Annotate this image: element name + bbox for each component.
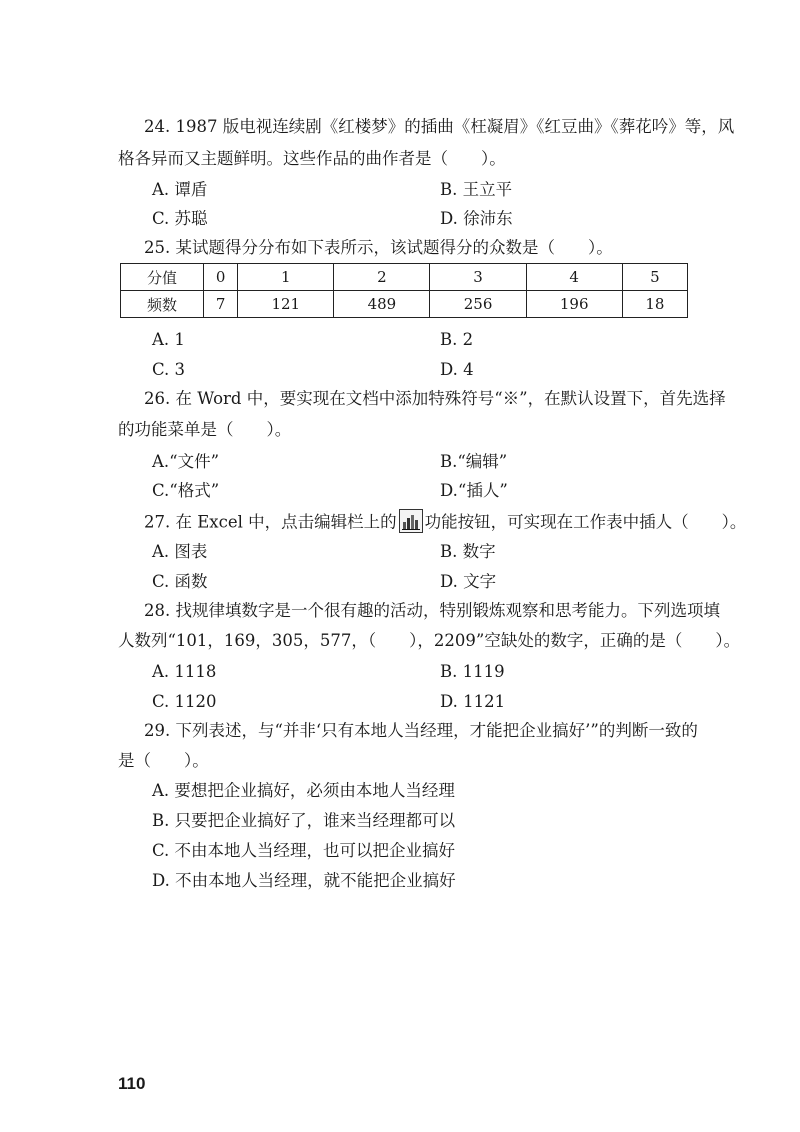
table-cell-frequency: 256 xyxy=(430,291,526,318)
q24-text-line1: 24. 1987 版电视连续剧《红楼梦》的插曲《枉凝眉》《红豆曲》《葬花吟》等，风 xyxy=(144,117,735,136)
q24-option-d: D. 徐沛东 xyxy=(440,209,513,228)
q24-option-a: A. 谭盾 xyxy=(152,180,208,199)
q29-option-a: A. 要想把企业搞好，必须由本地人当经理 xyxy=(152,781,455,800)
q25-option-c: C. 3 xyxy=(152,360,186,379)
table-cell-score: 1 xyxy=(238,264,334,291)
table-cell-score: 2 xyxy=(334,264,430,291)
q29-text-line2: 是（ ）。 xyxy=(118,751,209,770)
page-number: 110 xyxy=(118,1074,146,1093)
q28-option-d: D. 1121 xyxy=(440,692,506,711)
table-row-scores xyxy=(121,264,688,291)
q28-text-line1: 28. 找规律填数字是一个很有趣的活动，特别锻炼观察和思考能力。下列选项填 xyxy=(144,601,720,620)
q27-option-d: D. 文字 xyxy=(440,572,497,591)
q28-option-b: B. 1119 xyxy=(440,662,505,681)
table-cell-frequency: 489 xyxy=(334,291,430,318)
q29-option-b: B. 只要把企业搞好了，谁来当经理都可以 xyxy=(152,811,456,830)
table-cell-frequency: 7 xyxy=(204,291,238,318)
q24-option-c: C. 苏聪 xyxy=(152,209,208,228)
q25-option-b: B. 2 xyxy=(440,330,474,349)
table-header-frequency: 频数 xyxy=(121,291,204,318)
q27-text-line1 xyxy=(144,511,746,535)
q26-option-d: D.“插人” xyxy=(440,481,508,500)
q27-text-after: 功能按钮，可实现在工作表中插人（ ）。 xyxy=(424,512,747,532)
q24-option-b: B. 王立平 xyxy=(440,180,513,199)
q26-option-c: C.“格式” xyxy=(152,481,220,500)
q29-option-d: D. 不由本地人当经理，就不能把企业搞好 xyxy=(152,871,456,890)
table-header-score: 分值 xyxy=(121,264,204,291)
table-cell-score: 5 xyxy=(622,264,687,291)
q26-option-b: B.“编辑” xyxy=(440,452,508,471)
table-cell-score: 3 xyxy=(430,264,526,291)
table-cell-score: 0 xyxy=(204,264,238,291)
table-cell-score: 4 xyxy=(526,264,622,291)
table-cell-frequency: 121 xyxy=(238,291,334,318)
q25-option-d: D. 4 xyxy=(440,360,474,379)
q25-text-line1: 25. 某试题得分分布如下表所示，该试题得分的众数是（ ）。 xyxy=(144,238,613,257)
q28-text-line2: 人数列“101，169，305，577，（ ），2209”空缺处的数字，正确的是（ ）。 xyxy=(118,631,741,650)
q28-option-c: C. 1120 xyxy=(152,692,217,711)
q27-option-a: A. 图表 xyxy=(152,542,208,561)
table-cell-frequency: 196 xyxy=(526,291,622,318)
q27-text-before: 27. 在 Excel 中，点击编辑栏上的 xyxy=(144,512,397,532)
q25-option-a: A. 1 xyxy=(152,330,185,349)
q29-option-c: C. 不由本地人当经理，也可以把企业搞好 xyxy=(152,841,456,860)
q26-option-a: A.“文件” xyxy=(152,452,220,471)
score-distribution-table xyxy=(120,263,688,318)
q26-text-line2: 的功能菜单是（ ）。 xyxy=(118,420,292,439)
q27-option-c: C. 函数 xyxy=(152,572,208,591)
q27-option-b: B. 数字 xyxy=(440,542,496,561)
table-cell-frequency: 18 xyxy=(622,291,687,318)
q28-option-a: A. 1118 xyxy=(152,662,217,681)
chart-wizard-icon xyxy=(399,509,423,533)
q29-text-line1: 29. 下列表述，与“并非‘只有本地人当经理，才能把企业搞好’”的判断一致的 xyxy=(144,721,698,740)
q26-text-line1: 26. 在 Word 中，要实现在文档中添加特殊符号“※”，在默认设置下，首先选择 xyxy=(144,389,726,408)
table-row-frequency xyxy=(121,291,688,318)
q24-text-line2: 格各异而又主题鲜明。这些作品的曲作者是（ ）。 xyxy=(118,149,506,168)
